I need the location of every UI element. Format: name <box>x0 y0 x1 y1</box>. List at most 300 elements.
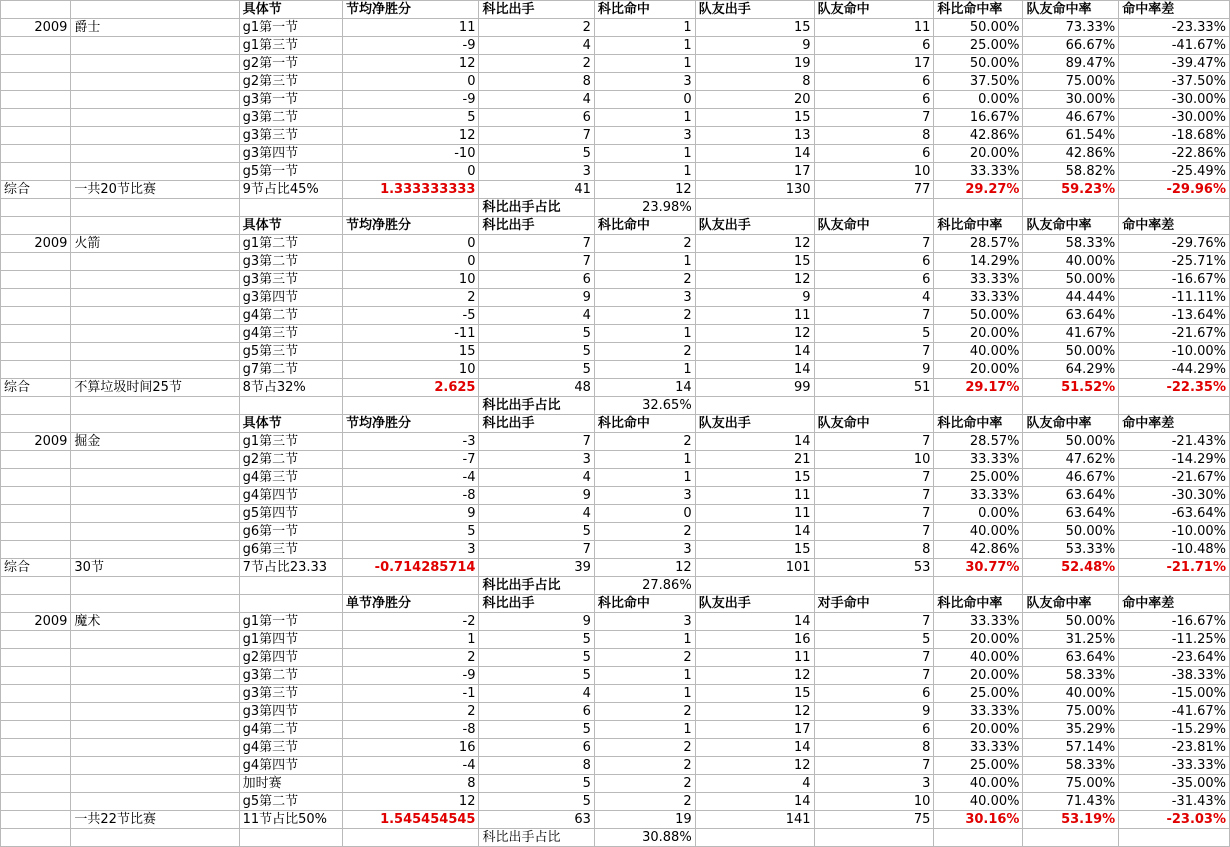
stat-cell[interactable]: 5 <box>479 631 594 649</box>
summary-stat-cell[interactable]: 75 <box>814 811 934 829</box>
stat-cell[interactable]: 14 <box>695 793 814 811</box>
column-header-cell[interactable] <box>239 595 342 613</box>
empty-cell[interactable] <box>1 1 71 19</box>
stat-cell[interactable]: 50.00% <box>934 19 1023 37</box>
empty-cell[interactable] <box>342 397 479 415</box>
stat-cell[interactable]: 53.33% <box>1023 541 1119 559</box>
empty-cell[interactable] <box>934 199 1023 217</box>
empty-cell[interactable] <box>1 343 71 361</box>
summary-stat-cell[interactable]: 41 <box>479 181 594 199</box>
stat-cell[interactable]: 16.67% <box>934 109 1023 127</box>
empty-cell[interactable] <box>71 253 239 271</box>
empty-cell[interactable] <box>71 577 239 595</box>
column-header-cell[interactable]: 队友出手 <box>695 415 814 433</box>
empty-cell[interactable] <box>1 541 71 559</box>
stat-cell[interactable]: 2 <box>479 19 594 37</box>
stat-cell[interactable]: 16 <box>695 631 814 649</box>
stat-cell[interactable]: 33.33% <box>934 613 1023 631</box>
column-header-cell[interactable]: 科比命中率 <box>934 217 1023 235</box>
empty-cell[interactable] <box>71 829 239 847</box>
stat-cell[interactable]: 1 <box>594 469 695 487</box>
stat-cell[interactable]: 75.00% <box>1023 703 1119 721</box>
stat-cell[interactable]: -10 <box>342 145 479 163</box>
quarter-label-cell[interactable]: g7第二节 <box>239 361 342 379</box>
stat-cell[interactable]: -21.43% <box>1119 433 1230 451</box>
empty-cell[interactable] <box>342 199 479 217</box>
stat-cell[interactable]: 14 <box>695 613 814 631</box>
stat-cell[interactable]: 7 <box>814 343 934 361</box>
summary-label-cell[interactable]: 一共20节比赛 <box>71 181 239 199</box>
stat-cell[interactable]: 7 <box>814 469 934 487</box>
stat-cell[interactable]: 4 <box>479 469 594 487</box>
empty-cell[interactable] <box>814 577 934 595</box>
stat-cell[interactable]: 4 <box>479 307 594 325</box>
stat-cell[interactable]: -44.29% <box>1119 361 1230 379</box>
column-header-cell[interactable]: 节均净胜分 <box>342 415 479 433</box>
stat-cell[interactable]: 40.00% <box>934 649 1023 667</box>
summary-label-cell[interactable]: 9节占比45% <box>239 181 342 199</box>
stat-cell[interactable]: 11 <box>695 307 814 325</box>
stat-cell[interactable]: 40.00% <box>934 523 1023 541</box>
stat-cell[interactable]: 0.00% <box>934 91 1023 109</box>
quarter-label-cell[interactable]: g3第四节 <box>239 703 342 721</box>
stat-cell[interactable]: 14 <box>695 145 814 163</box>
stat-cell[interactable]: 2 <box>594 343 695 361</box>
empty-cell[interactable] <box>239 577 342 595</box>
column-header-cell[interactable]: 命中率差 <box>1119 595 1230 613</box>
stat-cell[interactable]: 1 <box>594 163 695 181</box>
stat-cell[interactable]: 15 <box>695 109 814 127</box>
empty-cell[interactable] <box>1 73 71 91</box>
column-header-cell[interactable]: 科比命中 <box>594 1 695 19</box>
stat-cell[interactable]: 0 <box>342 163 479 181</box>
stat-cell[interactable]: 9 <box>814 361 934 379</box>
column-header-cell[interactable]: 单节净胜分 <box>342 595 479 613</box>
stat-cell[interactable]: 33.33% <box>934 163 1023 181</box>
stat-cell[interactable]: -41.67% <box>1119 703 1230 721</box>
quarter-label-cell[interactable]: g1第一节 <box>239 613 342 631</box>
empty-cell[interactable] <box>1 289 71 307</box>
quarter-label-cell[interactable]: g4第三节 <box>239 739 342 757</box>
stat-cell[interactable]: -9 <box>342 667 479 685</box>
opponent-team-cell[interactable]: 掘金 <box>71 433 239 451</box>
empty-cell[interactable] <box>934 829 1023 847</box>
stat-cell[interactable]: -4 <box>342 757 479 775</box>
stat-cell[interactable]: 16 <box>342 739 479 757</box>
empty-cell[interactable] <box>71 775 239 793</box>
stat-cell[interactable]: 11 <box>695 649 814 667</box>
stat-cell[interactable]: 10 <box>814 163 934 181</box>
stat-cell[interactable]: 50.00% <box>1023 613 1119 631</box>
stat-cell[interactable]: 1 <box>594 685 695 703</box>
opponent-team-cell[interactable]: 爵士 <box>71 19 239 37</box>
stat-cell[interactable]: 42.86% <box>934 127 1023 145</box>
summary-label-cell[interactable]: 不算垃圾时间25节 <box>71 379 239 397</box>
summary-stat-cell[interactable]: 12 <box>594 559 695 577</box>
column-header-cell[interactable]: 科比命中率 <box>934 415 1023 433</box>
stat-cell[interactable]: -23.64% <box>1119 649 1230 667</box>
stat-cell[interactable]: 2 <box>594 307 695 325</box>
stat-cell[interactable]: 1 <box>594 109 695 127</box>
quarter-label-cell[interactable]: g1第一节 <box>239 19 342 37</box>
stat-cell[interactable]: -30.00% <box>1119 91 1230 109</box>
empty-cell[interactable] <box>342 829 479 847</box>
stat-cell[interactable]: 33.33% <box>934 739 1023 757</box>
empty-cell[interactable] <box>695 397 814 415</box>
summary-label-cell[interactable]: 综合 <box>1 181 71 199</box>
stat-cell[interactable]: 4 <box>479 37 594 55</box>
stat-cell[interactable]: 7 <box>479 541 594 559</box>
empty-cell[interactable] <box>71 415 239 433</box>
empty-cell[interactable] <box>1023 577 1119 595</box>
stat-cell[interactable]: -9 <box>342 37 479 55</box>
empty-cell[interactable] <box>695 199 814 217</box>
stat-cell[interactable]: 25.00% <box>934 37 1023 55</box>
column-header-cell[interactable]: 科比命中率 <box>934 1 1023 19</box>
stat-cell[interactable]: 75.00% <box>1023 73 1119 91</box>
quarter-label-cell[interactable]: g6第一节 <box>239 523 342 541</box>
stat-cell[interactable]: 7 <box>479 433 594 451</box>
empty-cell[interactable] <box>814 397 934 415</box>
summary-stat-cell[interactable]: 1.333333333 <box>342 181 479 199</box>
stat-cell[interactable]: 8 <box>479 757 594 775</box>
empty-cell[interactable] <box>1 37 71 55</box>
empty-cell[interactable] <box>1 703 71 721</box>
empty-cell[interactable] <box>1 163 71 181</box>
stat-cell[interactable]: 5 <box>479 343 594 361</box>
column-header-cell[interactable]: 科比命中 <box>594 595 695 613</box>
stat-cell[interactable]: 46.67% <box>1023 109 1119 127</box>
stat-cell[interactable]: 15 <box>342 343 479 361</box>
column-header-cell[interactable]: 命中率差 <box>1119 415 1230 433</box>
empty-cell[interactable] <box>1 55 71 73</box>
shot-share-value-cell[interactable]: 30.88% <box>594 829 695 847</box>
column-header-cell[interactable]: 具体节 <box>239 1 342 19</box>
stat-cell[interactable]: 41.67% <box>1023 325 1119 343</box>
column-header-cell[interactable]: 科比出手 <box>479 415 594 433</box>
summary-stat-cell[interactable]: -0.714285714 <box>342 559 479 577</box>
stat-cell[interactable]: 58.33% <box>1023 667 1119 685</box>
summary-stat-cell[interactable]: 48 <box>479 379 594 397</box>
stat-cell[interactable]: 3 <box>594 289 695 307</box>
stat-cell[interactable]: 3 <box>594 487 695 505</box>
quarter-label-cell[interactable]: g3第三节 <box>239 271 342 289</box>
summary-stat-cell[interactable]: 59.23% <box>1023 181 1119 199</box>
empty-cell[interactable] <box>1023 829 1119 847</box>
empty-cell[interactable] <box>239 397 342 415</box>
stat-cell[interactable]: 12 <box>695 667 814 685</box>
quarter-label-cell[interactable]: g6第三节 <box>239 541 342 559</box>
stat-cell[interactable]: 1 <box>594 19 695 37</box>
stat-cell[interactable]: 3 <box>814 775 934 793</box>
stat-cell[interactable]: 15 <box>695 685 814 703</box>
stat-cell[interactable]: 1 <box>594 631 695 649</box>
summary-stat-cell[interactable]: 1.545454545 <box>342 811 479 829</box>
stat-cell[interactable]: 47.62% <box>1023 451 1119 469</box>
stat-cell[interactable]: 3 <box>594 127 695 145</box>
stat-cell[interactable]: 11 <box>695 505 814 523</box>
stat-cell[interactable]: 28.57% <box>934 433 1023 451</box>
stat-cell[interactable]: 13 <box>695 127 814 145</box>
column-header-cell[interactable]: 队友命中 <box>814 415 934 433</box>
empty-cell[interactable] <box>239 199 342 217</box>
empty-cell[interactable] <box>71 793 239 811</box>
empty-cell[interactable] <box>71 595 239 613</box>
empty-cell[interactable] <box>1 775 71 793</box>
stat-cell[interactable]: 25.00% <box>934 469 1023 487</box>
stat-cell[interactable]: 2 <box>594 649 695 667</box>
stat-cell[interactable]: 1 <box>594 253 695 271</box>
empty-cell[interactable] <box>71 289 239 307</box>
empty-cell[interactable] <box>71 37 239 55</box>
quarter-label-cell[interactable]: g3第四节 <box>239 145 342 163</box>
stat-cell[interactable]: 17 <box>814 55 934 73</box>
empty-cell[interactable] <box>1 253 71 271</box>
column-header-cell[interactable]: 科比出手 <box>479 217 594 235</box>
stat-cell[interactable]: 58.82% <box>1023 163 1119 181</box>
quarter-label-cell[interactable]: g4第二节 <box>239 307 342 325</box>
stat-cell[interactable]: 3 <box>479 163 594 181</box>
stat-cell[interactable]: 6 <box>479 703 594 721</box>
column-header-cell[interactable]: 科比命中 <box>594 217 695 235</box>
stat-cell[interactable]: -5 <box>342 307 479 325</box>
stat-cell[interactable]: 73.33% <box>1023 19 1119 37</box>
stat-cell[interactable]: 0 <box>342 235 479 253</box>
stat-cell[interactable]: 14 <box>695 739 814 757</box>
stat-cell[interactable]: 37.50% <box>934 73 1023 91</box>
stat-cell[interactable]: 5 <box>479 361 594 379</box>
stat-cell[interactable]: 1 <box>594 325 695 343</box>
stat-cell[interactable]: 19 <box>695 55 814 73</box>
stat-cell[interactable]: 50.00% <box>934 55 1023 73</box>
stat-cell[interactable]: 9 <box>814 703 934 721</box>
stat-cell[interactable]: -1 <box>342 685 479 703</box>
stat-cell[interactable]: 12 <box>695 325 814 343</box>
stat-cell[interactable]: 2 <box>594 793 695 811</box>
stat-cell[interactable]: 6 <box>814 721 934 739</box>
stat-cell[interactable]: 10 <box>342 361 479 379</box>
stat-cell[interactable]: 0 <box>342 73 479 91</box>
stat-cell[interactable]: 9 <box>479 613 594 631</box>
season-year-cell[interactable]: 2009 <box>1 235 71 253</box>
quarter-label-cell[interactable]: g3第三节 <box>239 127 342 145</box>
empty-cell[interactable] <box>1119 199 1230 217</box>
stat-cell[interactable]: 4 <box>814 289 934 307</box>
stat-cell[interactable]: 31.25% <box>1023 631 1119 649</box>
stat-cell[interactable]: 63.64% <box>1023 487 1119 505</box>
stat-cell[interactable]: 5 <box>479 145 594 163</box>
stat-cell[interactable]: 12 <box>695 235 814 253</box>
stat-cell[interactable]: 7 <box>479 127 594 145</box>
stat-cell[interactable]: 58.33% <box>1023 235 1119 253</box>
stat-cell[interactable]: 7 <box>479 253 594 271</box>
empty-cell[interactable] <box>1 451 71 469</box>
shot-share-label-cell[interactable]: 科比出手占比 <box>479 829 594 847</box>
stat-cell[interactable]: 14 <box>695 343 814 361</box>
stat-cell[interactable]: 17 <box>695 721 814 739</box>
empty-cell[interactable] <box>71 271 239 289</box>
empty-cell[interactable] <box>71 721 239 739</box>
stat-cell[interactable]: -8 <box>342 721 479 739</box>
shot-share-value-cell[interactable]: 23.98% <box>594 199 695 217</box>
stat-cell[interactable]: 5 <box>814 325 934 343</box>
summary-stat-cell[interactable]: 130 <box>695 181 814 199</box>
stat-cell[interactable]: 12 <box>342 793 479 811</box>
summary-stat-cell[interactable]: 53.19% <box>1023 811 1119 829</box>
stat-cell[interactable]: 66.67% <box>1023 37 1119 55</box>
quarter-label-cell[interactable]: g1第四节 <box>239 631 342 649</box>
empty-cell[interactable] <box>71 127 239 145</box>
stat-cell[interactable]: 6 <box>814 271 934 289</box>
stat-cell[interactable]: 6 <box>479 109 594 127</box>
stat-cell[interactable]: 7 <box>814 109 934 127</box>
stat-cell[interactable]: 2 <box>594 433 695 451</box>
stat-cell[interactable]: 6 <box>814 73 934 91</box>
stat-cell[interactable]: 5 <box>814 631 934 649</box>
stat-cell[interactable]: 14.29% <box>934 253 1023 271</box>
quarter-label-cell[interactable]: g4第二节 <box>239 721 342 739</box>
column-header-cell[interactable]: 对手命中 <box>814 595 934 613</box>
stat-cell[interactable]: 2 <box>479 55 594 73</box>
summary-stat-cell[interactable]: 63 <box>479 811 594 829</box>
stat-cell[interactable]: 17 <box>695 163 814 181</box>
summary-label-cell[interactable]: 11节占比50% <box>239 811 342 829</box>
column-header-cell[interactable]: 队友命中率 <box>1023 415 1119 433</box>
empty-cell[interactable] <box>1 325 71 343</box>
empty-cell[interactable] <box>71 163 239 181</box>
stat-cell[interactable]: -21.67% <box>1119 325 1230 343</box>
empty-cell[interactable] <box>1 271 71 289</box>
empty-cell[interactable] <box>814 829 934 847</box>
summary-stat-cell[interactable]: 30.16% <box>934 811 1023 829</box>
summary-stat-cell[interactable]: -29.96% <box>1119 181 1230 199</box>
empty-cell[interactable] <box>71 91 239 109</box>
stat-cell[interactable]: 8 <box>814 127 934 145</box>
stat-cell[interactable]: -11.25% <box>1119 631 1230 649</box>
stat-cell[interactable]: -15.29% <box>1119 721 1230 739</box>
stat-cell[interactable]: 3 <box>594 73 695 91</box>
empty-cell[interactable] <box>1 145 71 163</box>
stat-cell[interactable]: 2 <box>342 289 479 307</box>
empty-cell[interactable] <box>1 739 71 757</box>
column-header-cell[interactable]: 队友命中率 <box>1023 1 1119 19</box>
stat-cell[interactable]: 0 <box>594 505 695 523</box>
stat-cell[interactable]: 1 <box>594 55 695 73</box>
stat-cell[interactable]: 10 <box>814 793 934 811</box>
stat-cell[interactable]: -35.00% <box>1119 775 1230 793</box>
summary-stat-cell[interactable]: 52.48% <box>1023 559 1119 577</box>
stat-cell[interactable]: 6 <box>814 253 934 271</box>
stat-cell[interactable]: 25.00% <box>934 757 1023 775</box>
stat-cell[interactable]: 5 <box>342 109 479 127</box>
stat-cell[interactable]: -21.67% <box>1119 469 1230 487</box>
stat-cell[interactable]: 2 <box>594 739 695 757</box>
stat-cell[interactable]: -18.68% <box>1119 127 1230 145</box>
stat-cell[interactable]: 6 <box>814 91 934 109</box>
stat-cell[interactable]: -10.00% <box>1119 343 1230 361</box>
stat-cell[interactable]: -23.81% <box>1119 739 1230 757</box>
empty-cell[interactable] <box>1 217 71 235</box>
summary-label-cell[interactable]: 综合 <box>1 379 71 397</box>
column-header-cell[interactable]: 具体节 <box>239 415 342 433</box>
stat-cell[interactable]: 0 <box>342 253 479 271</box>
stat-cell[interactable]: 3 <box>594 541 695 559</box>
stat-cell[interactable]: 5 <box>479 667 594 685</box>
stat-cell[interactable]: 15 <box>695 19 814 37</box>
stat-cell[interactable]: 63.64% <box>1023 505 1119 523</box>
stat-cell[interactable]: 12 <box>342 55 479 73</box>
stat-cell[interactable]: -29.76% <box>1119 235 1230 253</box>
stat-cell[interactable]: 33.33% <box>934 451 1023 469</box>
summary-stat-cell[interactable]: 12 <box>594 181 695 199</box>
empty-cell[interactable] <box>71 703 239 721</box>
stat-cell[interactable]: 1 <box>342 631 479 649</box>
column-header-cell[interactable]: 队友出手 <box>695 595 814 613</box>
empty-cell[interactable] <box>1 685 71 703</box>
summary-stat-cell[interactable]: 51 <box>814 379 934 397</box>
empty-cell[interactable] <box>1 487 71 505</box>
empty-cell[interactable] <box>1119 577 1230 595</box>
summary-stat-cell[interactable]: -22.35% <box>1119 379 1230 397</box>
stat-cell[interactable]: 12 <box>342 127 479 145</box>
empty-cell[interactable] <box>934 577 1023 595</box>
stat-cell[interactable]: 8 <box>695 73 814 91</box>
column-header-cell[interactable]: 队友命中 <box>814 1 934 19</box>
stat-cell[interactable]: 50.00% <box>1023 343 1119 361</box>
summary-label-cell[interactable]: 8节占32% <box>239 379 342 397</box>
summary-stat-cell[interactable]: 77 <box>814 181 934 199</box>
summary-stat-cell[interactable]: 51.52% <box>1023 379 1119 397</box>
stat-cell[interactable]: 5 <box>479 721 594 739</box>
column-header-cell[interactable]: 科比命中 <box>594 415 695 433</box>
empty-cell[interactable] <box>1 793 71 811</box>
summary-stat-cell[interactable]: 29.17% <box>934 379 1023 397</box>
stat-cell[interactable]: -11 <box>342 325 479 343</box>
empty-cell[interactable] <box>239 829 342 847</box>
empty-cell[interactable] <box>71 361 239 379</box>
summary-label-cell[interactable]: 一共22节比赛 <box>71 811 239 829</box>
season-year-cell[interactable]: 2009 <box>1 613 71 631</box>
shot-share-label-cell[interactable]: 科比出手占比 <box>479 199 594 217</box>
shot-share-value-cell[interactable]: 27.86% <box>594 577 695 595</box>
empty-cell[interactable] <box>71 487 239 505</box>
stat-cell[interactable]: 6 <box>479 739 594 757</box>
quarter-label-cell[interactable]: 加时赛 <box>239 775 342 793</box>
stat-cell[interactable]: 5 <box>342 523 479 541</box>
stat-cell[interactable]: 7 <box>479 235 594 253</box>
column-header-cell[interactable]: 科比命中率 <box>934 595 1023 613</box>
empty-cell[interactable] <box>1 397 71 415</box>
stat-cell[interactable]: 1 <box>594 361 695 379</box>
stat-cell[interactable]: -13.64% <box>1119 307 1230 325</box>
column-header-cell[interactable]: 队友出手 <box>695 217 814 235</box>
stat-cell[interactable]: 2 <box>342 649 479 667</box>
stat-cell[interactable]: 6 <box>814 145 934 163</box>
column-header-cell[interactable]: 命中率差 <box>1119 1 1230 19</box>
stat-cell[interactable]: -22.86% <box>1119 145 1230 163</box>
stat-cell[interactable]: 21 <box>695 451 814 469</box>
empty-cell[interactable] <box>71 145 239 163</box>
stat-cell[interactable]: 7 <box>814 487 934 505</box>
season-year-cell[interactable]: 2009 <box>1 19 71 37</box>
stat-cell[interactable]: -30.00% <box>1119 109 1230 127</box>
stat-cell[interactable]: 5 <box>479 325 594 343</box>
quarter-label-cell[interactable]: g3第二节 <box>239 667 342 685</box>
empty-cell[interactable] <box>71 1 239 19</box>
stat-cell[interactable]: 6 <box>479 271 594 289</box>
stat-cell[interactable]: -3 <box>342 433 479 451</box>
empty-cell[interactable] <box>71 451 239 469</box>
